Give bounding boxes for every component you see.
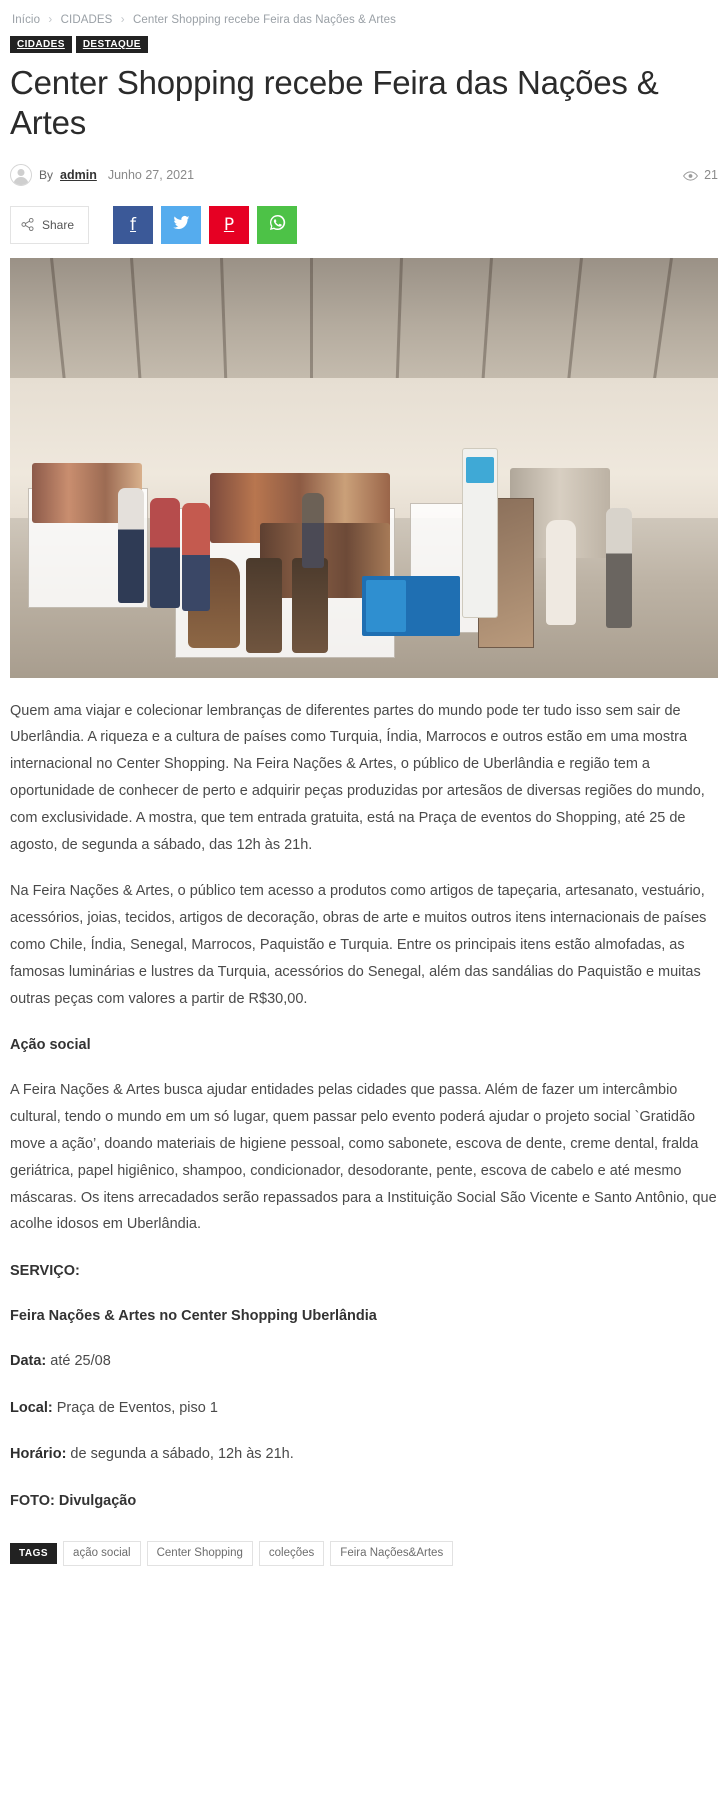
avatar: [10, 164, 32, 186]
article-meta: [10, 162, 718, 196]
author-block: [10, 164, 194, 186]
article-paragraph: A Feira Nações & Artes busca ajudar entidades pelas cidades que passa. Além de fazer um intercâmbio cultural, tendo o mundo em um só lugar, quem passar pelo evento poderá ajudar o projeto social `Gratidão move a ação’, doando materiais de higiene pessoal, como sabonete, escova de dente, creme dental, fralda geriátrica, papel higiênico, shampoo, condicionador, desodorante, pente, escova de cabelo e até mesmo máscaras. Os itens arrecadados serão repassados para a Instituição Social São Vicente e Santo Antônio, que acolhe idosos em Uberlândia.: [10, 1082, 717, 1233]
category-badge-destaque[interactable]: DESTAQUE: [76, 36, 148, 53]
hero-person: [118, 488, 144, 603]
share-bar: [10, 206, 718, 244]
share-twitter-button[interactable]: [161, 206, 201, 244]
article-paragraph: Quem ama viajar e colecionar lembranças de diferentes partes do mundo pode ter tudo isso sem sair de Uberlândia. A riqueza e a cultura de países como Turquia, Índia, Marrocos e outros estão em uma mostra internacional no Center Shopping. Na Feira Nações & Artes, o público de Uberlândia e região tem a oportunidade de conhecer de perto e adquirir peças produzidas por artesãos de diversas regiões do mundo, com exclusividade. A mostra, que tem entrada gratuita, está na Praça de eventos do Shopping, até 25 de agosto, de segunda a sábado, das 12h às 21h.: [10, 702, 705, 853]
tags-label: TAGS: [10, 1543, 57, 1564]
tags-bar: [10, 1541, 718, 1584]
article-paragraph: Na Feira Nações & Artes, o público tem acesso a produtos como artigos de tapeçaria, artesanato, vestuário, acessórios, joias, tecidos, artigos de decoração, obras de arte e muitos outros itens internacionais de países como Chile, Índia, Senegal, Marrocos, Paquistão e Turquia. Entre os principais itens estão almofadas, as famosas luminárias e lustres da Turquia, acessórios do Senegal, além das sandálias do Paquistão e muitas outras peças com valores a partir de R$30,00.: [10, 883, 707, 1007]
hero-mask: [246, 558, 282, 653]
service-label: Data:: [10, 1352, 47, 1369]
tag-item[interactable]: ação social: [63, 1541, 141, 1566]
service-row-horario: [10, 1441, 718, 1468]
service-label: Local:: [10, 1399, 53, 1416]
breadcrumb-item-current: Center Shopping recebe Feira das Nações & Artes: [132, 14, 396, 26]
breadcrumb-item-category[interactable]: CIDADES: [60, 14, 113, 26]
hero-person: [182, 503, 210, 611]
author-link[interactable]: admin: [60, 167, 97, 182]
hero-mask: [292, 558, 328, 653]
hero-person: [302, 493, 324, 568]
service-value: de segunda a sábado, 12h às 21h.: [66, 1446, 294, 1463]
view-count-value: 21: [704, 167, 718, 182]
publish-date: Junho 27, 2021: [107, 167, 195, 182]
breadcrumb-item-home[interactable]: Início: [12, 14, 41, 26]
share-button[interactable]: [10, 206, 89, 244]
share-icon: [21, 218, 34, 231]
breadcrumb-separator: ›: [120, 14, 125, 26]
hero-sanitizer-totem: [462, 448, 498, 618]
by-label: By: [39, 167, 54, 182]
view-count: [683, 168, 718, 182]
sanitizer-label: [466, 457, 494, 483]
tag-item[interactable]: coleções: [259, 1541, 324, 1566]
hero-person: [606, 508, 632, 628]
hero-info-banner: [366, 580, 406, 632]
twitter-icon: [173, 215, 190, 235]
article-hero-image: [10, 258, 718, 678]
breadcrumb: [10, 10, 718, 32]
breadcrumb-separator: ›: [48, 14, 53, 26]
section-heading-servico: SERVIÇO:: [10, 1263, 80, 1280]
eye-icon: [683, 170, 698, 180]
whatsapp-icon: [269, 214, 286, 236]
service-row-local: [10, 1395, 718, 1422]
service-row-data: [10, 1348, 718, 1375]
tag-item[interactable]: Center Shopping: [147, 1541, 253, 1566]
category-badge-cidades[interactable]: CIDADES: [10, 36, 72, 53]
page-title: Center Shopping recebe Feira das Nações & Artes: [10, 64, 659, 142]
share-whatsapp-button[interactable]: [257, 206, 297, 244]
pinterest-icon: P: [223, 214, 235, 235]
service-label: Horário:: [10, 1446, 67, 1463]
share-button-label: Share: [42, 217, 75, 232]
service-value: Praça de Eventos, piso 1: [52, 1399, 218, 1416]
share-pinterest-button[interactable]: [209, 206, 249, 244]
section-heading-acao-social: Ação social: [10, 1037, 91, 1054]
service-value: até 25/08: [46, 1352, 111, 1369]
facebook-icon: f: [130, 214, 137, 235]
tag-item[interactable]: Feira Nações&Artes: [330, 1541, 453, 1566]
hero-mannequin: [546, 520, 576, 625]
hero-person: [150, 498, 180, 608]
service-event-name: Feira Nações & Artes no Center Shopping Uberlândia: [10, 1307, 377, 1324]
share-facebook-button[interactable]: [113, 206, 153, 244]
category-badges: [10, 36, 718, 53]
photo-credit: FOTO: Divulgação: [10, 1493, 137, 1510]
